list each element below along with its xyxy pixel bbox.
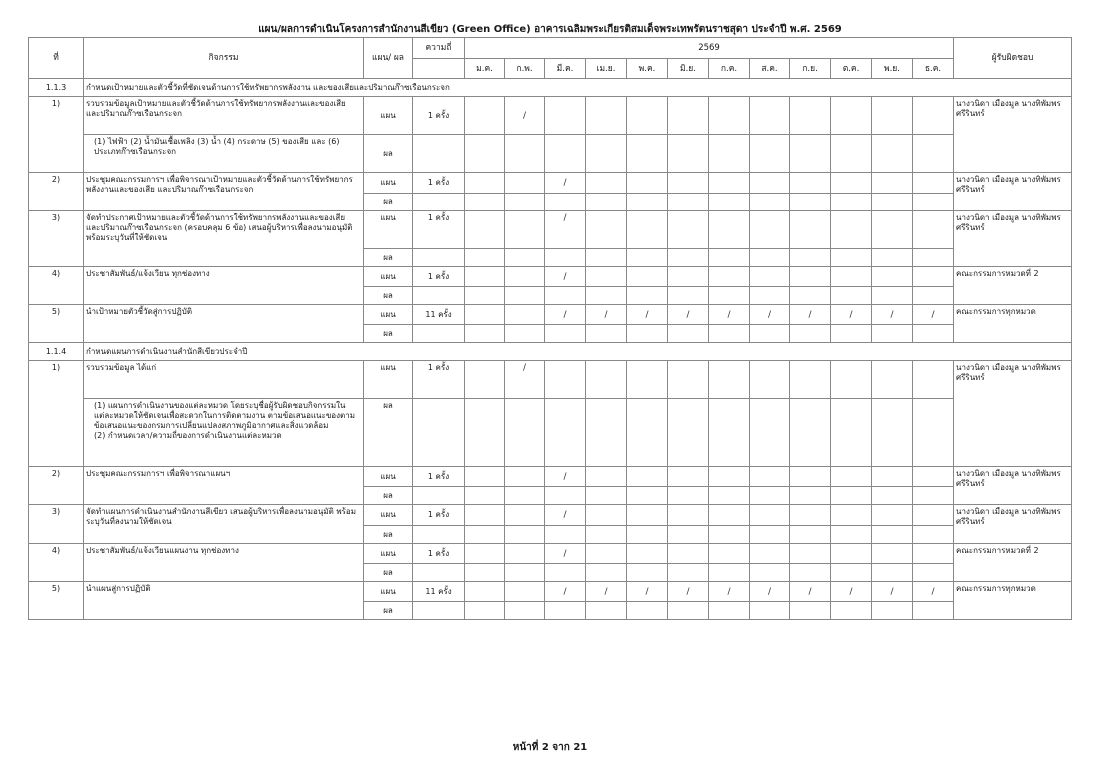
month-header: มิ.ย. bbox=[668, 59, 709, 79]
plan-mark: / bbox=[913, 582, 954, 602]
plan-label: แผน bbox=[364, 97, 413, 135]
item-frequency: 1 ครั้ง bbox=[413, 173, 465, 194]
section-number: 1.1.3 bbox=[29, 79, 84, 97]
plan-mark: / bbox=[831, 305, 872, 325]
item-number: 3) bbox=[29, 211, 84, 267]
item-number: 5) bbox=[29, 305, 84, 343]
plan-mark: / bbox=[872, 582, 913, 602]
plan-mark: / bbox=[545, 467, 586, 487]
item-number: 4) bbox=[29, 544, 84, 582]
plan-mark: / bbox=[668, 305, 709, 325]
result-label: ผล bbox=[364, 487, 413, 505]
result-label: ผล bbox=[364, 249, 413, 267]
plan-mark: / bbox=[586, 305, 627, 325]
header-no: ที่ bbox=[29, 38, 84, 79]
month-cell bbox=[545, 97, 586, 135]
plan-label: แผน bbox=[364, 544, 413, 564]
month-header: พ.ย. bbox=[872, 59, 913, 79]
plan-label: แผน bbox=[364, 305, 413, 325]
plan-mark: / bbox=[545, 505, 586, 526]
plan-mark: / bbox=[668, 582, 709, 602]
item-activity: ประชุมคณะกรรมการฯ เพื่อพิจารณาเป้าหมายและตัวชี้วัดด้านการใช้ทรัพยากรพลังงานและของเสีย และปริมาณก๊าซเรือนกระจก bbox=[84, 173, 364, 211]
result-label: ผล bbox=[364, 399, 413, 467]
plan-mark: / bbox=[750, 305, 790, 325]
header-year: 2569 bbox=[465, 38, 954, 59]
header-frequency: ความถี่ bbox=[413, 38, 465, 59]
month-header: ก.ค. bbox=[709, 59, 750, 79]
month-cell bbox=[913, 97, 954, 135]
section-title: กำหนดแผนการดำเนินงานสำนักสีเขียวประจำปี bbox=[84, 343, 1072, 361]
item-activity: ประชาสัมพันธ์/แจ้งเวียน ทุกช่องทาง bbox=[84, 267, 364, 305]
result-label: ผล bbox=[364, 194, 413, 211]
item-number: 1) bbox=[29, 361, 84, 467]
item-detail: (1) แผนการดำเนินงานของแต่ละหมวด โดยระบุชื่อผู้รับผิดชอบกิจกรรมในแต่ละหมวดให้ชัดเจนเพื่อสะดวกในการติดตามงาน ตามข้อเสนอแนะของตามข้อเสนอแนะของกรมการเปลี่ยนแปลงสภาพภูมิอากาศและสิ่งแวดล้อม bbox=[94, 401, 355, 430]
header-activity: กิจกรรม bbox=[84, 38, 364, 79]
plan-mark: / bbox=[913, 305, 954, 325]
result-label: ผล bbox=[364, 135, 413, 173]
item-responsible: นางวนิดา เมืองมูล นางทิพัมพร ศรีรินทร์ bbox=[954, 97, 1072, 173]
plan-label: แผน bbox=[364, 211, 413, 249]
plan-mark: / bbox=[709, 305, 750, 325]
item-frequency: 1 ครั้ง bbox=[413, 544, 465, 564]
plan-mark: / bbox=[872, 305, 913, 325]
item-detail-block bbox=[84, 399, 364, 467]
item-activity: ประชาสัมพันธ์/แจ้งเวียนแผนงาน ทุกช่องทาง bbox=[84, 544, 364, 582]
document-title: แผน/ผลการดำเนินโครงการสำนักงานสีเขียว (Green Office) อาคารเฉลิมพระเกียรติสมเด็จพระเทพรัตนราชสุดา ประจำปี พ.ศ. 2569 bbox=[258, 24, 842, 35]
item-frequency: 11 ครั้ง bbox=[413, 582, 465, 602]
item-number: 2) bbox=[29, 467, 84, 505]
plan-label: แผน bbox=[364, 361, 413, 399]
item-responsible: นางวนิดา เมืองมูล นางทิพัมพร ศรีรินทร์ bbox=[954, 467, 1072, 505]
plan-label: แผน bbox=[364, 582, 413, 602]
section-title: กำหนดเป้าหมายและตัวชี้วัดที่ชัดเจนด้านการใช้ทรัพยากรพลังงาน และของเสียและปริมาณก๊าซเรือนกระจก bbox=[84, 79, 1072, 97]
item-detail: (1) ไฟฟ้า (2) น้ำมันเชื้อเพลิง (3) น้ำ (4) กระดาษ (5) ของเสีย และ (6) ประเภทก๊าซเรือนกระจก bbox=[84, 135, 364, 173]
item-responsible: คณะกรรมการหมวดที่ 2 bbox=[954, 544, 1072, 582]
month-cell bbox=[627, 97, 668, 135]
month-header: เม.ย. bbox=[586, 59, 627, 79]
plan-label: แผน bbox=[364, 267, 413, 287]
plan-mark: / bbox=[505, 97, 545, 135]
plan-mark: / bbox=[750, 582, 790, 602]
item-responsible: นางวนิดา เมืองมูล นางทิพัมพร ศรีรินทร์ bbox=[954, 173, 1072, 211]
month-cell bbox=[872, 97, 913, 135]
item-number: 5) bbox=[29, 582, 84, 620]
result-label: ผล bbox=[364, 287, 413, 305]
month-header: ส.ค. bbox=[750, 59, 790, 79]
month-cell bbox=[465, 97, 505, 135]
result-label: ผล bbox=[364, 325, 413, 343]
item-responsible: คณะกรรมการทุกหมวด bbox=[954, 582, 1072, 620]
item-number: 1) bbox=[29, 97, 84, 173]
item-frequency: 1 ครั้ง bbox=[413, 97, 465, 135]
month-header: ม.ค. bbox=[465, 59, 505, 79]
result-label: ผล bbox=[364, 564, 413, 582]
item-responsible: คณะกรรมการทุกหมวด bbox=[954, 305, 1072, 343]
plan-mark: / bbox=[709, 582, 750, 602]
plan-mark: / bbox=[790, 582, 831, 602]
item-responsible: นางวนิดา เมืองมูล นางทิพัมพร ศรีรินทร์ bbox=[954, 211, 1072, 267]
plan-mark: / bbox=[545, 582, 586, 602]
item-activity: รวบรวมข้อมูลเป้าหมายและตัวชี้วัดด้านการใช้ทรัพยากรพลังงานและของเสีย และปริมาณก๊าซเรือนกระจก bbox=[84, 97, 364, 135]
plan-mark: / bbox=[545, 173, 586, 194]
plan-mark: / bbox=[586, 582, 627, 602]
item-activity: รวบรวมข้อมูล ได้แก่ bbox=[84, 361, 364, 399]
month-header: ธ.ค. bbox=[913, 59, 954, 79]
plan-mark: / bbox=[790, 305, 831, 325]
plan-label: แผน bbox=[364, 505, 413, 526]
item-responsible: คณะกรรมการหมวดที่ 2 bbox=[954, 267, 1072, 305]
plan-label: แผน bbox=[364, 467, 413, 487]
plan-mark: / bbox=[545, 305, 586, 325]
month-header: มี.ค. bbox=[545, 59, 586, 79]
month-cell bbox=[586, 97, 627, 135]
header-frequency-cont bbox=[413, 59, 465, 79]
header-responsible: ผู้รับผิดชอบ bbox=[954, 38, 1072, 79]
month-cell bbox=[668, 97, 709, 135]
item-number: 3) bbox=[29, 505, 84, 544]
plan-mark: / bbox=[545, 267, 586, 287]
item-number: 2) bbox=[29, 173, 84, 211]
item-frequency: 1 ครั้ง bbox=[413, 211, 465, 249]
item-activity: นำแผนสู่การปฏิบัติ bbox=[84, 582, 364, 620]
item-responsible: นางวนิดา เมืองมูล นางทิพัมพร ศรีรินทร์ bbox=[954, 361, 1072, 467]
item-frequency: 11 ครั้ง bbox=[413, 305, 465, 325]
plan-label: แผน bbox=[364, 173, 413, 194]
item-number: 4) bbox=[29, 267, 84, 305]
plan-mark: / bbox=[545, 544, 586, 564]
item-detail: (2) กำหนดเวลา/ความถี่ของการดำเนินงานแต่ละหมวด bbox=[94, 431, 282, 440]
item-frequency: 1 ครั้ง bbox=[413, 267, 465, 287]
item-frequency: 1 ครั้ง bbox=[413, 361, 465, 399]
month-cell bbox=[709, 97, 750, 135]
item-responsible: นางวนิดา เมืองมูล นางทิพัมพร ศรีรินทร์ bbox=[954, 505, 1072, 544]
item-frequency: 1 ครั้ง bbox=[413, 467, 465, 487]
month-header: ก.พ. bbox=[505, 59, 545, 79]
month-cell bbox=[750, 97, 790, 135]
item-activity: จัดทำประกาศเป้าหมายและตัวชี้วัดด้านการใช้ทรัพยากรพลังงานและของเสีย และปริมาณก๊าซเรือนกระจก (ครอบคลุม 6 ข้อ) เสนอผู้บริหารเพื่อลงนามอนุมัติ พร้อมระบุวันที่ให้ชัดเจน bbox=[84, 211, 364, 267]
section-number: 1.1.4 bbox=[29, 343, 84, 361]
plan-table bbox=[28, 37, 1072, 620]
plan-mark: / bbox=[627, 305, 668, 325]
header-plan-result: แผน/ ผล bbox=[364, 38, 413, 79]
item-activity: จัดทำแผนการดำเนินงานสำนักงานสีเขียว เสนอผู้บริหารเพื่อลงนามอนุมัติ พร้อมระบุวันที่ลงนามให้ชัดเจน bbox=[84, 505, 364, 544]
month-header: ก.ย. bbox=[790, 59, 831, 79]
item-activity: นำเป้าหมายตัวชี้วัดสู่การปฏิบัติ bbox=[84, 305, 364, 343]
plan-mark: / bbox=[505, 361, 545, 399]
month-header: พ.ค. bbox=[627, 59, 668, 79]
month-header: ต.ค. bbox=[831, 59, 872, 79]
month-cell bbox=[790, 97, 831, 135]
page-number: หน้าที่ 2 จาก 21 bbox=[512, 742, 588, 753]
plan-mark: / bbox=[545, 211, 586, 249]
plan-mark: / bbox=[627, 582, 668, 602]
item-frequency: 1 ครั้ง bbox=[413, 505, 465, 526]
month-cell bbox=[831, 97, 872, 135]
item-activity: ประชุมคณะกรรมการฯ เพื่อพิจารณาแผนฯ bbox=[84, 467, 364, 505]
plan-mark: / bbox=[831, 582, 872, 602]
result-label: ผล bbox=[364, 526, 413, 544]
result-label: ผล bbox=[364, 602, 413, 620]
